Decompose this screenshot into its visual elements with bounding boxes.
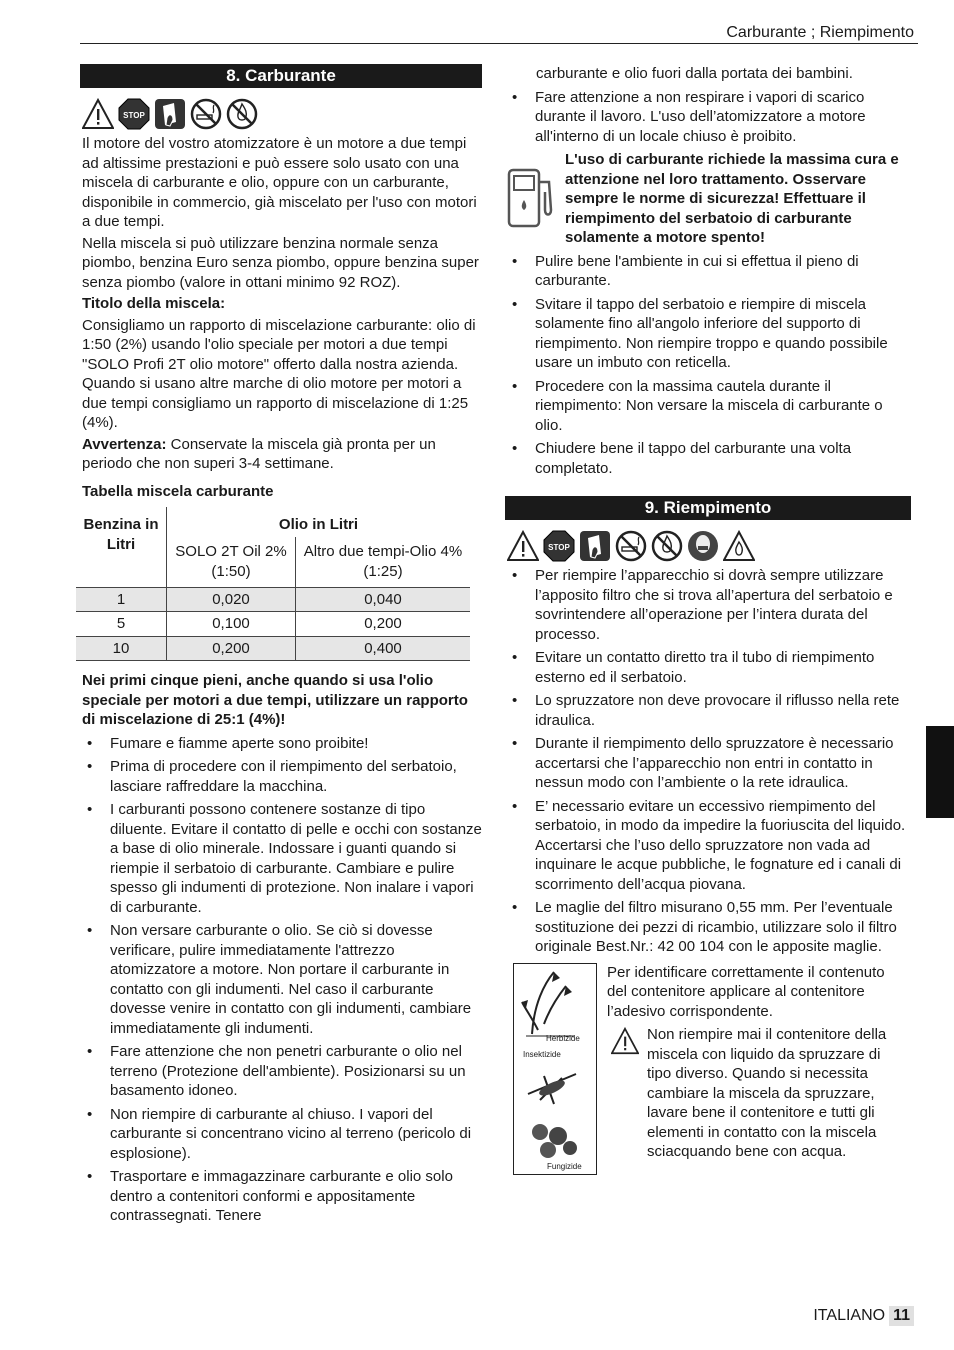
continued-bullet-text: carburante e olio fuori dalla portata dei bambini. (536, 65, 853, 82)
warning-paragraph (82, 435, 482, 474)
list-item: • Per riempire l’apparecchio si dovrà sempre utilizzare l’apposito filtro che si trova all’apertura del serbatoio e sovrintendere all’operazione per l’intera durata del processo. (505, 566, 911, 644)
protective-gear-icon (687, 530, 719, 562)
table-subheader-solo: SOLO 2T Oil 2% (1:50) (167, 537, 296, 588)
flammable-icon (723, 530, 755, 562)
section-8-safety-icons (82, 98, 482, 130)
no-open-flame-icon (651, 530, 683, 562)
section-8-title: 8. Carburante (80, 64, 482, 88)
list-item: • Procedere con la massima cautela durante il riempimento: Non versare la miscela di carburante o olio. (505, 377, 911, 436)
list-item: • Evitare un contatto diretto tra il tubo di riempimento esterno ed il serbatoio. (505, 648, 911, 687)
stop-icon (118, 98, 150, 130)
table-header-petrol: Benzina in Litri (83, 516, 159, 553)
mix-paragraph: Consigliamo un rapporto di miscelazione carburante: olio di 1:50 (2%) usando l'olio speciale per motori a due tempi "SOLO Profi 2T olio motore" offerto dalla nostra azienda. Quando si usano altre marche di olio motore per motori a due tempi consigliamo un rapporto di miscelazione di 1:25 (4%). (82, 316, 476, 431)
container-label-block (505, 963, 911, 1175)
mix-heading: Titolo della miscela: (82, 295, 226, 312)
label-text-1: Per identificare correttamente il contenuto del contenitore applicare al contenitore l’adesivo corrispondente. (607, 963, 885, 1020)
read-manual-icon (579, 530, 611, 562)
page-number: 11 (889, 1306, 914, 1326)
no-smoking-icon (615, 530, 647, 562)
table-cell: 0,200 (167, 636, 296, 661)
language-tab-marker (926, 726, 954, 818)
list-item: • E’ necessario evitare un eccessivo riempimento del serbatoio, in modo da impedire la fuoriuscita del liquido. Accertarsi che l’uso dello spruzzatore non vada ad inquinare le acque pubbliche, le fognature ed i canali di scorrimento dell’acqua piovana. (505, 797, 911, 895)
table-cell: 0,400 (296, 636, 471, 661)
list-item: • Lo spruzzatore non deve provocare il riflusso nella rete idraulica. (505, 691, 911, 730)
list-item: • Trasportare e immagazzinare carburante e olio solo dentro a contenitori conformi e appositamente contrassegnati. Tenere (80, 1167, 482, 1226)
warning-label: Avvertenza: (82, 435, 167, 453)
table-header-oil: Olio in Litri (167, 507, 471, 537)
list-item: • Le maglie del filtro misurano 0,55 mm. Per l’eventuale sostituzione dei pezzi di ricambio, utilizzare solo il filtro originale Best.Nr.: 42 00 104 con le apposite maglie. (505, 898, 911, 957)
no-smoking-icon (190, 98, 222, 130)
table-cell: 10 (76, 636, 167, 661)
list-item: • Durante il riempimento dello spruzzatore è necessario accertarsi che l’apparecchio non entri in contatto in nessun modo con l’ambiente o la rete idraulica. (505, 734, 911, 793)
fuel-pump-icon (505, 160, 561, 232)
section-8-right-bullets (505, 88, 911, 147)
list-item: • I carburanti possono contenere sostanze di tipo diluente. Evitare il contatto di pelle e occhi con sostanze a base di olio minerale. Indossare i guanti quando si riempie il serbatoio di carburante. Cambiare e pulire spesso gli indumenti di protezione. Non inalare i vapori di carburante. (80, 800, 482, 917)
list-item: • Prima di procedere con il riempimento del serbatoio, lasciare raffreddare la macchina. (80, 757, 482, 796)
stop-icon (543, 530, 575, 562)
list-item: • Fare attenzione a non respirare i vapori di scarico durante il lavoro. L'uso dell’atomizzatore a motore all'interno di un locale chiuso è proibito. (505, 88, 911, 147)
label-instructions (605, 963, 905, 1175)
fuel-handling-note (505, 150, 911, 248)
first-fills-note: Nei primi cinque pieni, anche quando si usa l'olio speciale per motori a due tempi, utilizzare un rapporto di miscelazione di 25:1 (4%)! (82, 672, 468, 728)
footer-language: ITALIANO (813, 1307, 886, 1324)
table-cell: 5 (76, 612, 167, 637)
table-title: Tabella miscela carburante (82, 482, 274, 500)
intro-paragraph-2: Nella miscela si può utilizzare benzina normale senza piombo, benzina Euro senza piombo, oppure benzina super senza piombo (valore in ottani minimo 92 ROZ). (82, 234, 479, 291)
label-word-fungicide: Fungizide (547, 1161, 582, 1171)
list-item: • Non riempire di carburante al chiuso. I vapori del carburante si concentrano vicino al terreno (pericolo di esplosione). (80, 1105, 482, 1164)
read-manual-icon (154, 98, 186, 130)
fuel-handling-text: L'uso di carburante richiede la massima cura e attenzione nel loro trattamento. Osservare sempre le norme di sicurezza! Effettuare il riempimento del serbatoio di carburante solamente a motore spento! (565, 151, 899, 246)
section-8-right-bullets-2 (505, 252, 911, 479)
table-row (76, 636, 470, 661)
label-word-herbicide: Herbizide (546, 1033, 580, 1043)
list-item: • Fare attenzione che non penetri carburante o olio nel terreno (Protezione dell'ambiente). Posizionarsi su un basamento idoneo. (80, 1042, 482, 1101)
intro-paragraph-1: Il motore del vostro atomizzatore è un motore a due tempi ad altissime prestazioni e può essere solo usato con una miscela di carburante e olio, oppure con un carburante, disponibile in commercio, già miscelato per l'uso con motori a due tempi. (82, 135, 477, 230)
table-row (76, 587, 470, 612)
list-item: • Chiudere bene il tappo del carburante una volta completato. (505, 439, 911, 478)
right-column (505, 64, 911, 1175)
page-footer (813, 1306, 914, 1326)
list-item: • Non versare carburante o olio. Se ciò si dovesse verificare, pulire immediatamente l'attrezzo atomizzatore a motore. Non portare il carburante in contatto con gli indumenti. Nel caso il carburante dovesse venire in contatto con gli indumenti, cambiare immediatamente gli indumenti. (80, 921, 482, 1038)
running-header: Carburante ; Riempimento (726, 24, 914, 41)
warning-triangle-icon (609, 1027, 641, 1055)
header-rule (80, 43, 918, 44)
list-item: • Fumare e fiamme aperte sono proibite! (80, 734, 482, 754)
table-cell: 0,200 (296, 612, 471, 637)
table-row (76, 612, 470, 637)
pesticide-label-image (513, 963, 597, 1175)
section-9-safety-icons (507, 530, 911, 562)
no-open-flame-icon (226, 98, 258, 130)
section-9-bullet-list (505, 566, 911, 957)
section-8-bullet-list (80, 734, 482, 1226)
table-cell: 0,020 (167, 587, 296, 612)
left-column (80, 64, 482, 1230)
warning-triangle-icon (507, 530, 539, 562)
label-warning (605, 1025, 905, 1162)
table-subheader-other: Altro due tempi-Olio 4% (1:25) (296, 537, 471, 588)
fuel-mix-table (76, 507, 470, 661)
label-text-2: Non riempire mai il contenitore della miscela con liquido da spruzzare di tipo diverso. Quando si necessita cambiare la miscela da spruzzare, lavare bene il contenitore e tutti gli elementi in contatto con la miscela sciacquando bene con acqua. (647, 1026, 887, 1160)
list-item: • Pulire bene l'ambiente in cui si effettua il pieno di carburante. (505, 252, 911, 291)
table-cell: 0,100 (167, 612, 296, 637)
warning-text: Conservate la miscela già pronta per un periodo che non superi 3-4 settimane. (82, 435, 436, 472)
table-cell: 1 (76, 587, 167, 612)
list-item: • Svitare il tappo del serbatoio e riempire di miscela solamente fino all'angolo inferiore del supporto di riempimento. Non riempire troppo e quando possibile usare un imbuto con reticella. (505, 295, 911, 373)
section-9-title: 9. Riempimento (505, 496, 911, 520)
table-cell: 0,040 (296, 587, 471, 612)
warning-triangle-icon (82, 98, 114, 130)
label-word-insecticide: Insektizide (523, 1049, 561, 1059)
pesticide-illustration (514, 964, 596, 1174)
